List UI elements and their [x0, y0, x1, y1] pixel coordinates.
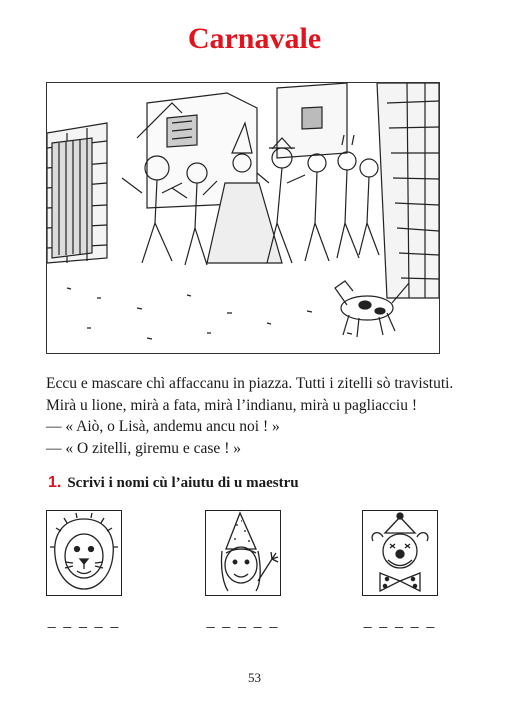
story-line: — « Aiò, o Lisà, andemu ancu noi ! » [46, 418, 280, 435]
answer-blank-fairy[interactable]: _ _ _ _ _ [206, 612, 280, 628]
carnival-scene-drawing [47, 83, 439, 353]
clown-icon [363, 511, 437, 595]
fairy-icon [206, 511, 280, 595]
exercise-heading [48, 474, 299, 492]
page-number: 53 [248, 670, 261, 685]
carnival-illustration [46, 82, 440, 354]
fairy-picture-card [205, 510, 281, 596]
story-line: Eccu e mascare chì affaccanu in piazza. Tutti i zitelli sò travistuti. [46, 375, 454, 392]
story-line: — « O zitelli, giremu e case ! » [46, 439, 241, 457]
clown-picture-card [362, 510, 438, 596]
answer-blank-clown[interactable]: _ _ _ _ _ [363, 612, 437, 628]
lion-picture-card [46, 510, 122, 596]
story-text [46, 373, 476, 459]
page-title: Carnavale [187, 22, 322, 55]
exercise-number: 1. [48, 474, 62, 491]
story-line: Mirà u lione, mirà a fata, mirà l’indianu, mirà u pagliacciu ! [46, 396, 418, 414]
exercise-instruction: Scrivi i nomi cù l’aiutu di u maestru [67, 475, 299, 491]
answer-blank-lion[interactable]: _ _ _ _ _ [47, 612, 121, 628]
lion-icon [47, 511, 121, 595]
